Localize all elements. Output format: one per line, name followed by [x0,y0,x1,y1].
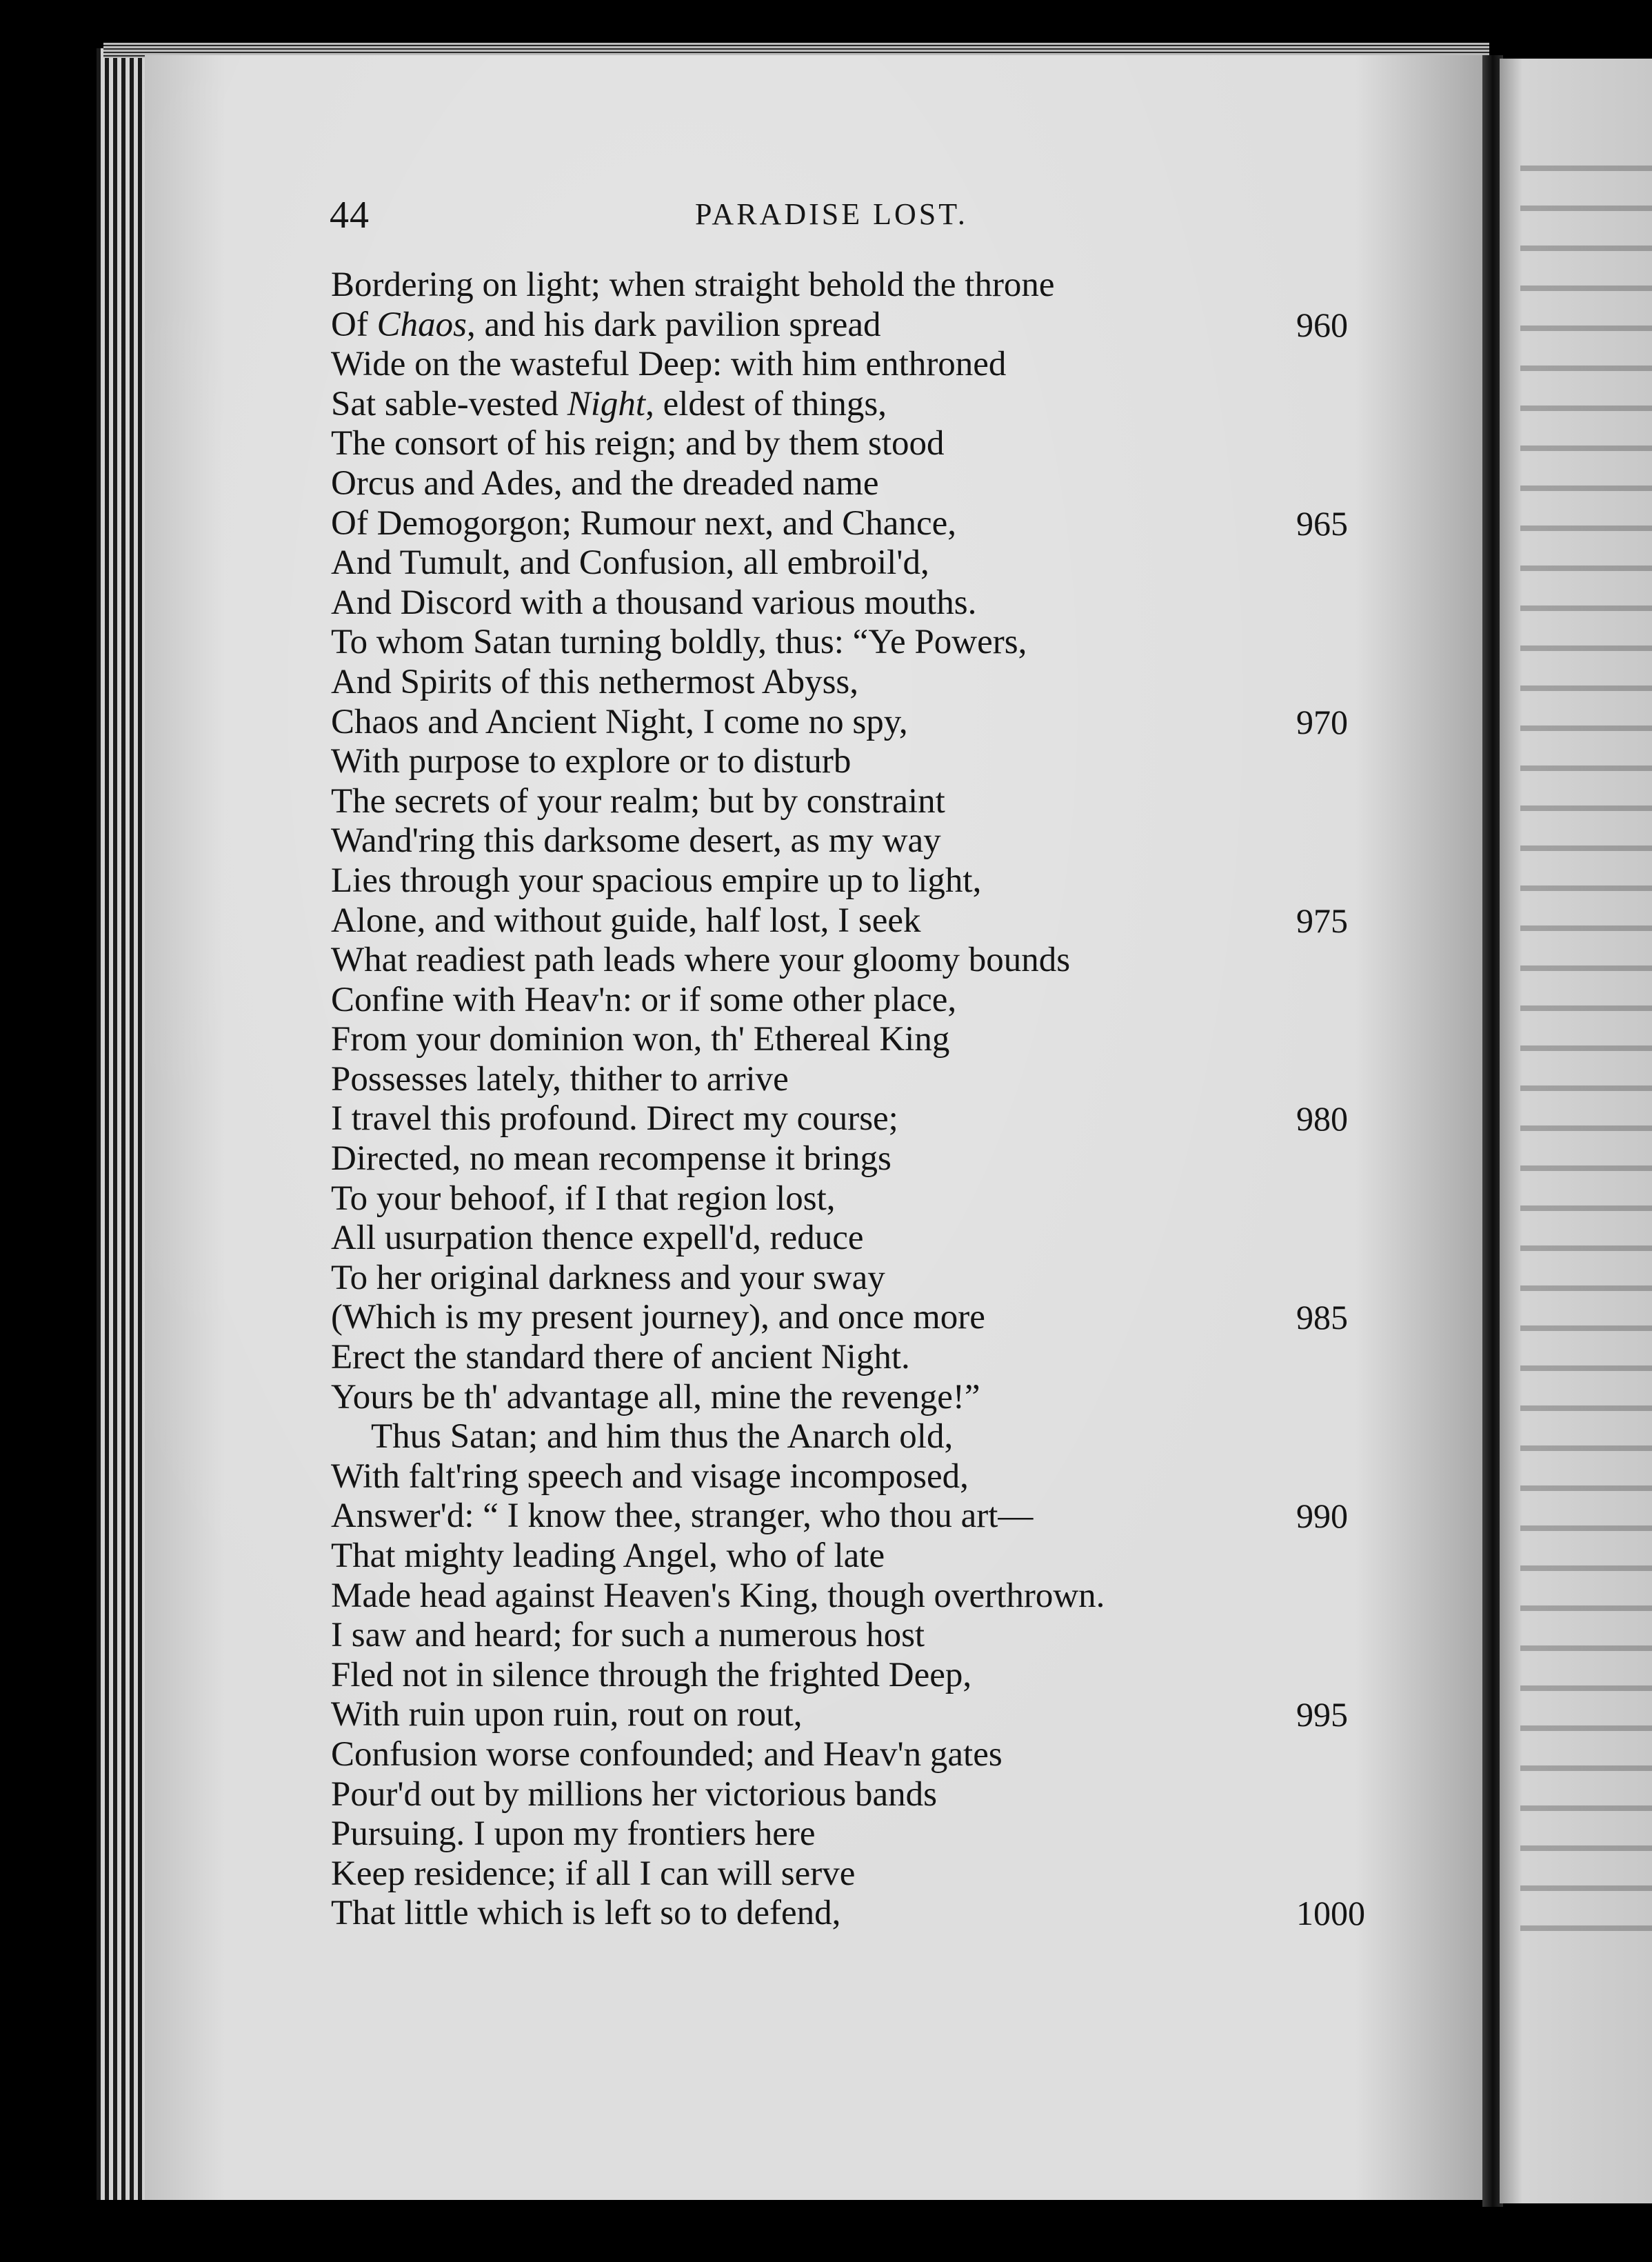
line-number: 990 [1296,1497,1348,1536]
verse-line-text: Bordering on light; when straight behold the throne [331,266,1055,304]
line-number: 975 [1296,901,1348,940]
verse-line [331,1378,1407,1418]
verse-line [331,1656,1407,1696]
verse-line-text [331,385,887,425]
book-binding-edge [97,48,152,2200]
verse-line [331,1219,1407,1259]
verse-line-text: Yours be th' advantage all, mine the revenge!” [331,1377,980,1417]
verse-line [331,583,1407,623]
verse-line-text: I saw and heard; for such a numerous host [331,1616,925,1655]
verse-line [331,1139,1407,1179]
verse-line-text: That little which is left so to defend, [331,1894,841,1933]
verse-line [331,1894,1407,1934]
verse-line [331,941,1407,981]
verse-line [331,703,1407,743]
verse-line-italic: Chaos [376,305,467,344]
line-number: 995 [1296,1695,1348,1734]
verse-line-segment: Of [331,305,377,344]
verse-line [331,424,1407,464]
verse-line-text: From your dominion won, th' Ethereal King [331,1020,950,1059]
verse-line-text: Confusion worse confounded; and Heav'n gates [331,1734,1003,1774]
facing-page-text-fragment [1520,138,1652,1931]
verse-line [331,266,1407,306]
verse-line-text: Directed, no mean recompense it brings [331,1139,892,1179]
verse-line-text [331,306,880,346]
verse-line-text: Chaos and Ancient Night, I come no spy, [331,702,908,741]
verse-text [331,266,1407,1934]
verse-line [331,821,1407,861]
verse-line-text: With ruin upon ruin, rout on rout, [331,1695,803,1734]
verse-line-text: The consort of his reign; and by them stood [331,424,945,463]
verse-line-text: And Discord with a thousand various mouths. [331,583,977,622]
verse-line [331,1457,1407,1497]
verse-line-segment: , eldest of things, [645,384,887,423]
verse-line [331,385,1407,425]
verse-line [331,1020,1407,1060]
verse-line-text: What readiest path leads where your gloomy bounds [331,941,1071,980]
verse-line-text: And Spirits of this nethermost Abyss, [331,662,859,701]
line-number: 985 [1296,1298,1348,1337]
verse-line [331,782,1407,822]
verse-line-text: Answer'd: “ I know thee, stranger, who thou art— [331,1497,1034,1536]
verse-line-text: Pursuing. I upon my frontiers here [331,1814,816,1854]
line-number: 960 [1296,305,1348,344]
verse-line [331,1338,1407,1378]
verse-line [331,1060,1407,1100]
verse-line-text: I travel this profound. Direct my course; [331,1099,898,1139]
verse-line-text: Thus Satan; and him thus the Anarch old, [371,1417,954,1457]
verse-line [331,1577,1407,1617]
verse-line [331,901,1407,941]
verse-line-text: That mighty leading Angel, who of late [331,1537,885,1575]
line-number: 1000 [1296,1894,1365,1933]
verse-line [331,1695,1407,1735]
verse-line-text: Orcus and Ades, and the dreaded name [331,463,879,503]
verse-line-text: All usurpation thence expell'd, reduce [331,1219,864,1258]
verse-line-text: (Which is my present journey), and once more [331,1298,985,1337]
verse-line-segment: , and his dark pavilion spread [466,305,881,344]
verse-line [331,1497,1407,1537]
verse-line-text: Wide on the wasteful Deep: with him enthroned [331,345,1007,384]
verse-line [331,306,1407,346]
running-head: PARADISE LOST. [695,197,968,231]
verse-line-segment: Sat sable-vested [331,384,567,423]
verse-line-text: Of Demogorgon; Rumour next, and Chance, [331,503,956,543]
verse-line-text: Fled not in silence through the frighted Deep, [331,1655,972,1694]
verse-line-text: With falt'ring speech and visage incomposed, [331,1457,969,1496]
verse-line [331,1854,1407,1894]
verse-line [331,1259,1407,1299]
line-number: 965 [1296,503,1348,543]
verse-line [331,1735,1407,1775]
verse-line-text: Alone, and without guide, half lost, I seek [331,901,921,940]
verse-line [331,742,1407,782]
verse-line [331,1417,1407,1457]
verse-line [331,345,1407,385]
verse-line [331,1179,1407,1219]
verse-line [331,1298,1407,1338]
verse-line [331,1099,1407,1139]
verse-line [331,663,1407,703]
verse-line [331,981,1407,1021]
verse-line-text: To her original darkness and your sway [331,1258,885,1297]
verse-line-text: Keep residence; if all I can will serve [331,1854,856,1893]
verse-line [331,543,1407,583]
verse-line-text: To whom Satan turning boldly, thus: “Ye Powers, [331,623,1027,662]
verse-line-text: With purpose to explore or to disturb [331,742,852,781]
line-number: 970 [1296,702,1348,741]
verse-line [331,464,1407,504]
verse-line-text: The secrets of your realm; but by constraint [331,781,945,821]
verse-line [331,1537,1407,1577]
verse-line-text: Possesses lately, thither to arrive [331,1059,789,1099]
verse-line [331,623,1407,663]
verse-line-text: Erect the standard there of ancient Night. [331,1338,910,1377]
verse-line-text: To your behoof, if I that region lost, [331,1179,836,1218]
verse-line-text: Made head against Heaven's King, though overthrown. [331,1576,1105,1615]
verse-line-text: Lies through your spacious empire up to light, [331,861,982,900]
verse-line-text: Pour'd out by millions her victorious bands [331,1774,937,1814]
verse-line [331,1775,1407,1815]
verse-line-text: Confine with Heav'n: or if some other place, [331,980,957,1019]
verse-line [331,504,1407,544]
page-number: 44 [330,194,370,237]
line-number: 980 [1296,1099,1348,1139]
verse-line-italic: Night [567,384,646,423]
verse-line [331,1616,1407,1656]
verse-line [331,1814,1407,1854]
verse-line-text: Wand'ring this darksome desert, as my way [331,821,941,861]
verse-line [331,861,1407,901]
verse-line-text: And Tumult, and Confusion, all embroil'd, [331,543,929,583]
